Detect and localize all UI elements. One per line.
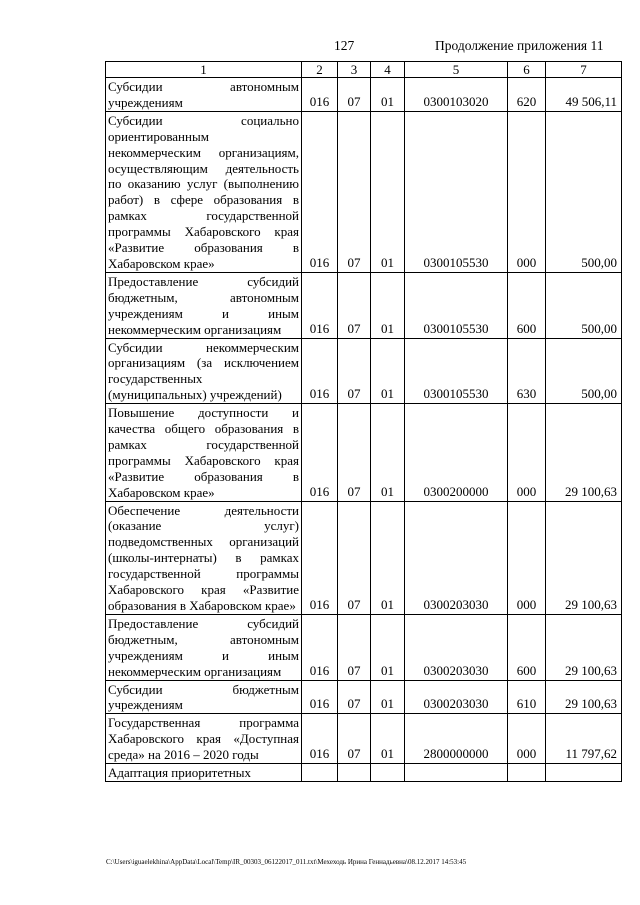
section-code: 07 <box>338 614 371 680</box>
target-code: 0300203030 <box>405 614 508 680</box>
subsection-code: 01 <box>371 78 405 112</box>
column-number-row <box>106 62 622 78</box>
ministry-code: 016 <box>302 111 338 272</box>
expense-type-code: 000 <box>508 404 546 501</box>
section-code: 07 <box>338 111 371 272</box>
target-code: 0300203030 <box>405 680 508 714</box>
item-name: Обеспечение деятельности (оказание услуг) подведомственных организаций (школы-интернаты) в рамках государственной программы Хабаровского края «Развитие образования в Хабаровском крае» <box>106 501 302 614</box>
item-name: Субсидии некоммерческим организациям (за исключением государственных (муниципальных) учреждений) <box>106 338 302 404</box>
target-code: 0300105530 <box>405 272 508 338</box>
item-name: Адаптация приоритетных <box>106 764 302 782</box>
amount: 500,00 <box>546 111 622 272</box>
amount: 500,00 <box>546 338 622 404</box>
table-row-partial <box>106 764 622 782</box>
subsection-code: 01 <box>371 404 405 501</box>
amount <box>546 764 622 782</box>
item-name: Субсидии социально ориентированным некоммерческим организациям, осуществляющим деятельность по оказанию услуг (выполнению работ) в сфере образования в рамках государственной программы Хабаровского края «Развитие образования в Хабаровском крае» <box>106 111 302 272</box>
ministry-code: 016 <box>302 78 338 112</box>
item-name: Государственная программа Хабаровского края «Доступная среда» на 2016 – 2020 годы <box>106 714 302 764</box>
section-code: 07 <box>338 714 371 764</box>
column-header: 6 <box>508 62 546 78</box>
subsection-code: 01 <box>371 501 405 614</box>
table-row <box>106 680 622 714</box>
expense-type-code: 000 <box>508 111 546 272</box>
column-header: 2 <box>302 62 338 78</box>
subsection-code: 01 <box>371 338 405 404</box>
section-code: 07 <box>338 680 371 714</box>
page-number: 127 <box>334 38 355 53</box>
file-path-footer: C:\Users\iguaelekhina\AppData\Local\Temp\IR_00303_06122017_011.txt\Мехеходь Ирина Геннадьевна\08.12.2017 14:53:45 <box>106 858 467 866</box>
ministry-code: 016 <box>302 614 338 680</box>
subsection-code: 01 <box>371 714 405 764</box>
expense-type-code: 630 <box>508 338 546 404</box>
table-row <box>106 111 622 272</box>
item-name: Субсидии автономным учреждениям <box>106 78 302 112</box>
section-code: 07 <box>338 338 371 404</box>
table-row <box>106 338 622 404</box>
expense-type-code: 000 <box>508 501 546 614</box>
ministry-code: 016 <box>302 680 338 714</box>
item-name: Повышение доступности и качества общего образования в рамках государственной программы Хабаровского края «Развитие образования в Хабаровском крае» <box>106 404 302 501</box>
subsection-code: 01 <box>371 272 405 338</box>
section-code: 07 <box>338 272 371 338</box>
amount: 29 100,63 <box>546 501 622 614</box>
section-code: 07 <box>338 501 371 614</box>
ministry-code <box>302 764 338 782</box>
table-row <box>106 501 622 614</box>
table-row <box>106 272 622 338</box>
column-header: 5 <box>405 62 508 78</box>
budget-table <box>105 61 622 782</box>
column-header: 4 <box>371 62 405 78</box>
amount: 49 506,11 <box>546 78 622 112</box>
subsection-code <box>371 764 405 782</box>
item-name: Предоставление субсидий бюджетным, автономным учреждениям и иным некоммерческим организациям <box>106 272 302 338</box>
table-row <box>106 614 622 680</box>
item-name: Субсидии бюджетным учреждениям <box>106 680 302 714</box>
expense-type-code: 000 <box>508 714 546 764</box>
section-code: 07 <box>338 78 371 112</box>
appendix-caption: Продолжение приложения 11 <box>435 38 604 53</box>
amount: 29 100,63 <box>546 614 622 680</box>
amount: 500,00 <box>546 272 622 338</box>
column-header: 7 <box>546 62 622 78</box>
column-header: 3 <box>338 62 371 78</box>
expense-type-code: 600 <box>508 614 546 680</box>
expense-type-code <box>508 764 546 782</box>
section-code: 07 <box>338 404 371 501</box>
ministry-code: 016 <box>302 338 338 404</box>
target-code: 0300200000 <box>405 404 508 501</box>
expense-type-code: 600 <box>508 272 546 338</box>
target-code: 2800000000 <box>405 714 508 764</box>
table-row <box>106 78 622 112</box>
amount: 29 100,63 <box>546 404 622 501</box>
amount: 29 100,63 <box>546 680 622 714</box>
item-name: Предоставление субсидий бюджетным, автономным учреждениям и иным некоммерческим организациям <box>106 614 302 680</box>
column-header: 1 <box>106 62 302 78</box>
target-code: 0300103020 <box>405 78 508 112</box>
table-row <box>106 404 622 501</box>
subsection-code: 01 <box>371 680 405 714</box>
expense-type-code: 620 <box>508 78 546 112</box>
ministry-code: 016 <box>302 404 338 501</box>
subsection-code: 01 <box>371 614 405 680</box>
target-code <box>405 764 508 782</box>
expense-type-code: 610 <box>508 680 546 714</box>
section-code <box>338 764 371 782</box>
table-row <box>106 714 622 764</box>
target-code: 0300203030 <box>405 501 508 614</box>
target-code: 0300105530 <box>405 338 508 404</box>
ministry-code: 016 <box>302 272 338 338</box>
subsection-code: 01 <box>371 111 405 272</box>
amount: 11 797,62 <box>546 714 622 764</box>
ministry-code: 016 <box>302 501 338 614</box>
target-code: 0300105530 <box>405 111 508 272</box>
ministry-code: 016 <box>302 714 338 764</box>
